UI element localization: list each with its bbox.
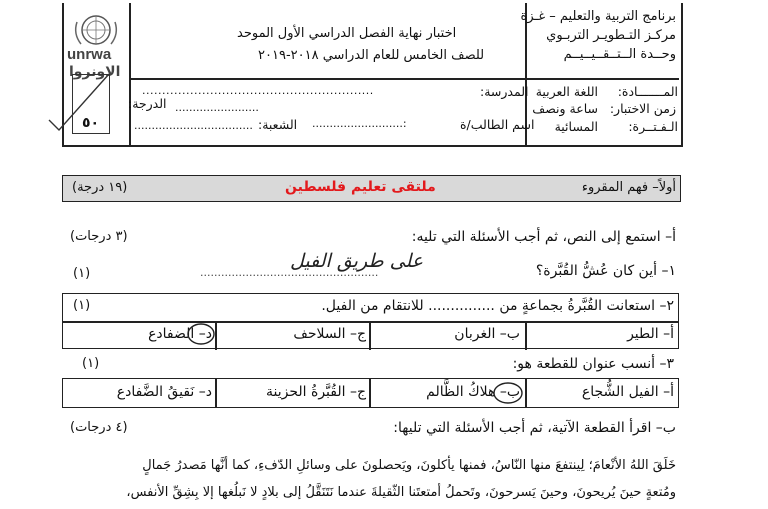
part-b-marks: (٤ درجات) <box>70 420 128 435</box>
q2-option-a[interactable]: أ– الطير <box>627 326 674 342</box>
time-label: زمن الاختبار: <box>609 101 676 116</box>
student-label: اسم الطالب/ة <box>460 117 535 132</box>
passage-line-2: ومُتعةٍ حينَ يُريحونَ، وحينَ يَسرحونَ، وتَحملُ أمتعتَنا الثّقيلةَ عندما نَتَنَقَّلُ إلى بلادٍ لا نَبلُغها إلا بِشِقِّ الأنفس، <box>126 485 676 500</box>
question-1: ١– أين كان عُشُّ القُبَّرة؟ <box>535 263 676 279</box>
part-a-marks: (٣ درجات) <box>70 229 128 244</box>
q3-option-a[interactable]: أ– الفيل الشُّجاع <box>581 384 674 400</box>
q3-option-c[interactable]: ج– القُبَّرةُ الحزينة <box>265 384 366 400</box>
question-1-mark: (١) <box>73 266 91 281</box>
q2-option-b[interactable]: ب– الغربان <box>454 326 520 342</box>
grade-label: الدرجة: <box>128 96 167 111</box>
part-a-instruction: أ– استمع إلى النص، ثم أجب الأسئلة التي تليه: <box>411 229 676 245</box>
q3-option-b[interactable]: ب– هلاكُ الظَّالم <box>426 384 520 400</box>
part-b-instruction: ب– اقرأ القطعة الآتية، ثم أجب الأسئلة التي تليها: <box>393 420 676 436</box>
q2-option-d[interactable]: د– الضفادع <box>148 326 212 342</box>
q3-answer-circle-icon <box>492 380 524 406</box>
subject-label: المـــــــادة: <box>617 84 678 99</box>
question-1-answer-field[interactable]: ................................................... <box>200 266 379 279</box>
section-one-title: أولاً– فهم المقروء <box>581 180 676 195</box>
q2-answer-circle-icon <box>186 321 216 347</box>
q3-option-d[interactable]: د– نَقيقُ الضَّفادع <box>116 384 212 400</box>
logo-text-latin: unrwa <box>67 46 112 63</box>
question-2: ٢– استعانت القُبَّرةُ بجماعةٍ من ............... للانتقام من الفيل. <box>321 298 674 314</box>
section-field[interactable]: .................................. <box>134 119 253 132</box>
exam-subtitle: للصف الخامس للعام الدراسي ٢٠١٨-٢٠١٩ <box>258 48 485 63</box>
header-center: مركـز التـطويـر التربـوي <box>546 28 676 43</box>
table-row-divider <box>63 321 678 323</box>
question-3-mark: (١) <box>82 356 100 371</box>
cell-divider <box>369 379 371 407</box>
cell-divider <box>525 379 527 407</box>
logo-text-arabic: الاونروا <box>69 64 121 80</box>
exam-title: اختبار نهاية الفصل الدراسي الأول الموحد <box>237 26 457 41</box>
school-label: المدرسة: <box>480 84 529 99</box>
cell-divider <box>525 322 527 350</box>
time-value: ساعة ونصف <box>532 101 598 116</box>
grade-field[interactable]: ........................ <box>175 101 259 114</box>
site-banner: ملتقى تعليم فلسطين <box>285 179 436 195</box>
subject-value: اللغة العربية <box>535 84 598 99</box>
school-field[interactable]: .......................................................... <box>142 84 374 97</box>
student-field[interactable]: :.......................... <box>312 117 407 130</box>
cell-divider <box>215 379 217 407</box>
section-label: الشعبة: <box>258 117 298 132</box>
q2-option-c[interactable]: ج– السلاحف <box>293 326 366 342</box>
question-1-handwritten-answer: على طريق الفيل <box>290 250 424 272</box>
header-unit: وحــدة الــتــقــيــيــم <box>563 47 676 62</box>
cell-divider <box>369 322 371 350</box>
section-one-marks: (١٩ درجة) <box>72 180 128 195</box>
score-value: ٥٠ <box>82 115 100 131</box>
passage-line-1: خَلَقَ اللهُ الأنْعامَ؛ لِينتفعَ منها النّاسُ، فمنها يأكلونَ، ويَحصلونَ على وسائلِ الدّفءِ، كما أنَّها مَصدرُ جَمالٍ <box>142 458 676 473</box>
checkmark-icon <box>45 68 115 134</box>
header-separator <box>129 78 679 80</box>
header-program: برنامج التربية والتعليم – غـزة <box>520 9 676 24</box>
question-3: ٣– أنسب عنوان للقطعة هو: <box>512 356 674 372</box>
period-label: الـفـتــرة: <box>628 119 678 134</box>
period-value: المسائية <box>554 119 598 134</box>
question-2-mark: (١) <box>73 298 91 313</box>
header-divider-left <box>129 3 131 145</box>
